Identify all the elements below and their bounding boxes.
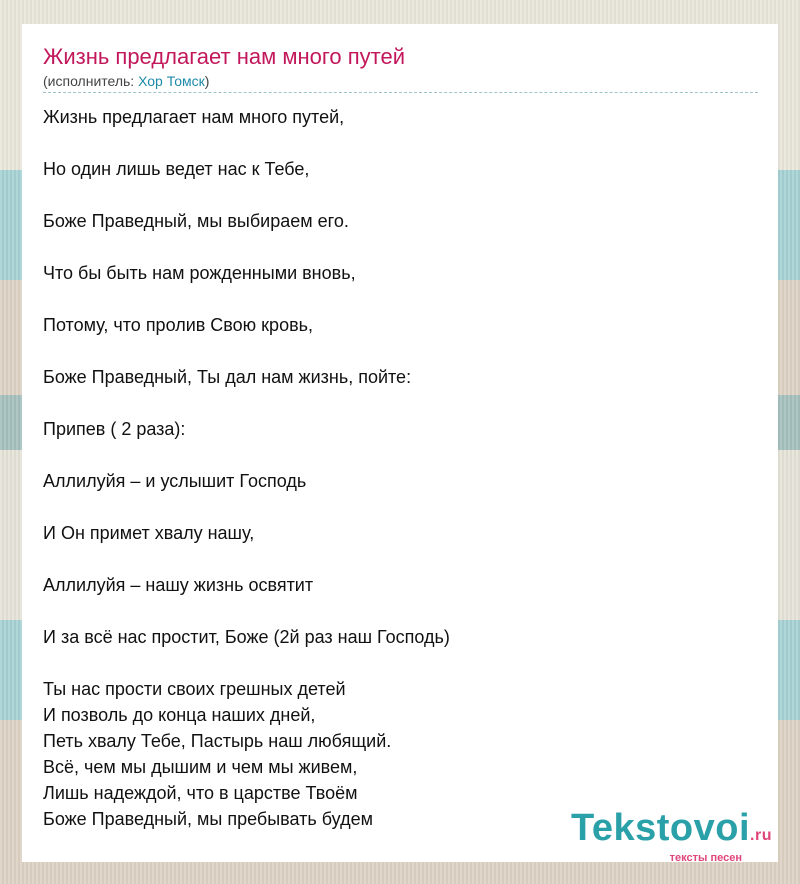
lyrics-blank-line bbox=[43, 130, 758, 156]
lyrics-card bbox=[22, 24, 778, 862]
site-logo[interactable] bbox=[570, 807, 772, 864]
logo-name: Tekstovoi bbox=[570, 807, 751, 849]
lyrics-line: Боже Праведный, мы пребывать будем bbox=[43, 809, 373, 829]
lyrics-line: Боже Праведный, мы выбираем его. bbox=[43, 211, 349, 231]
lyrics-line: Лишь надеждой, что в царстве Твоём bbox=[43, 783, 358, 803]
lyrics-line: Припев ( 2 раза): bbox=[43, 419, 186, 439]
lyrics-line: И Он примет хвалу нашу, bbox=[43, 523, 255, 543]
lyrics-blank-line bbox=[43, 650, 758, 676]
lyrics-line: Петь хвалу Тебе, Пастырь наш любящий. bbox=[43, 731, 392, 751]
lyrics-blank-line bbox=[43, 338, 758, 364]
artist-suffix: ) bbox=[204, 73, 210, 89]
lyrics-line: Аллилуйя – и услышит Господь bbox=[43, 471, 307, 491]
lyrics-line: Боже Праведный, Ты дал нам жизнь, пойте: bbox=[43, 367, 412, 387]
lyrics-blank-line bbox=[43, 598, 758, 624]
logo-wordmark bbox=[570, 807, 772, 854]
artist-link[interactable]: Хор Томск bbox=[138, 73, 205, 89]
song-title: Жизнь предлагает нам много путей bbox=[43, 44, 405, 69]
lyrics-line: Ты нас прости своих грешных детей bbox=[43, 679, 346, 699]
logo-tagline: тексты песен bbox=[669, 852, 742, 864]
artist-line bbox=[43, 72, 758, 93]
lyrics-blank-line bbox=[43, 390, 758, 416]
lyrics-line: Потому, что пролив Свою кровь, bbox=[43, 315, 314, 335]
lyrics-line: Что бы быть нам рожденными вновь, bbox=[43, 263, 356, 283]
lyrics-text bbox=[43, 104, 758, 832]
lyrics-blank-line bbox=[43, 182, 758, 208]
lyrics-blank-line bbox=[43, 494, 758, 520]
lyrics-blank-line bbox=[43, 286, 758, 312]
lyrics-blank-line bbox=[43, 546, 758, 572]
lyrics-line: Аллилуйя – нашу жизнь освятит bbox=[43, 575, 314, 595]
lyrics-blank-line bbox=[43, 234, 758, 260]
lyrics-line: И за всё нас простит, Боже (2й раз наш Господь) bbox=[43, 627, 450, 647]
lyrics-line: И позволь до конца наших дней, bbox=[43, 705, 316, 725]
lyrics-blank-line bbox=[43, 442, 758, 468]
logo-tld: .ru bbox=[750, 827, 772, 844]
lyrics-line: Но один лишь ведет нас к Тебе, bbox=[43, 159, 310, 179]
artist-prefix: (исполнитель: bbox=[43, 73, 139, 89]
lyrics-line: Жизнь предлагает нам много путей, bbox=[43, 107, 345, 127]
lyrics-line: Всё, чем мы дышим и чем мы живем, bbox=[43, 757, 358, 777]
